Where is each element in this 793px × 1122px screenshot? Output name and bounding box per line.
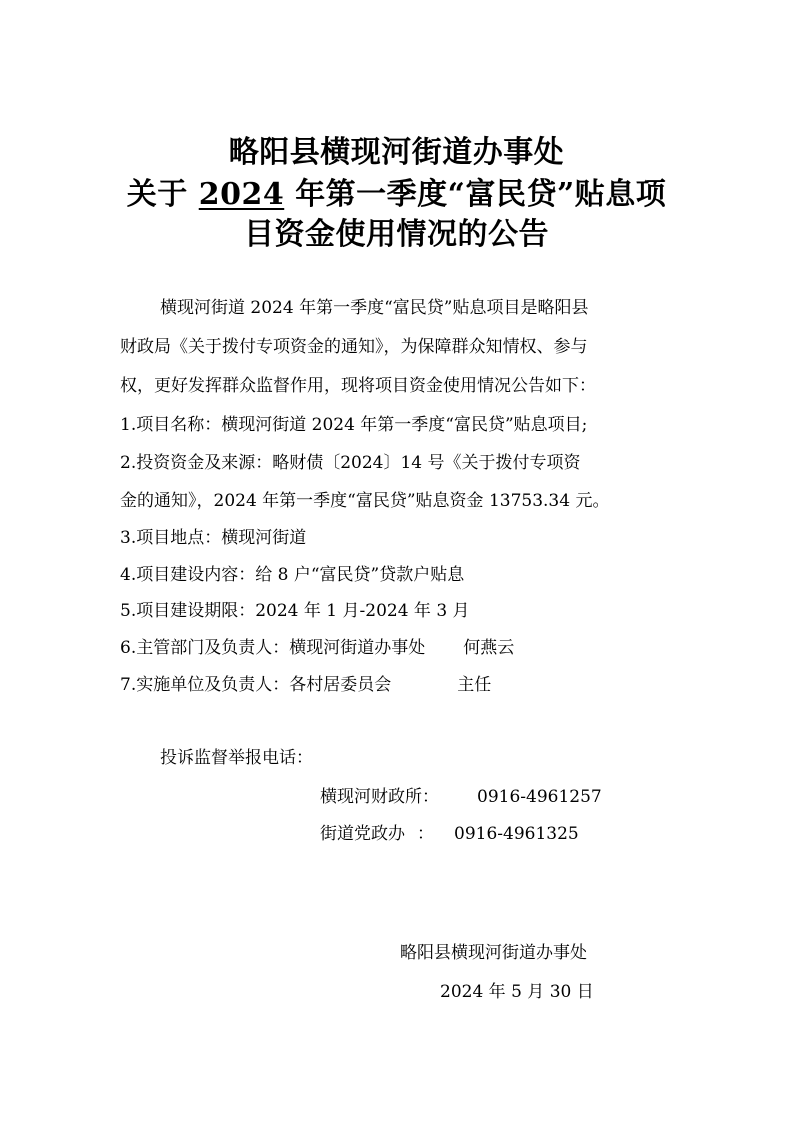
office-phone: 0916-4961325 (454, 824, 579, 844)
office-label: 街道党政办 (320, 824, 405, 844)
office-colon: ： (417, 824, 434, 844)
title-line-3: 目资金使用情况的公告 (244, 217, 549, 252)
intro-line-2: 财政局《关于拨付专项资金的通知》，为保障群众知情权、参与 (120, 337, 588, 357)
contact-office (320, 822, 579, 846)
item-7 (120, 673, 491, 697)
item-7-person: 主任 (457, 675, 492, 695)
item-6-person: 何燕云 (463, 638, 515, 658)
finance-phone: 0916-4961257 (477, 787, 602, 807)
title-year: 2024 (198, 177, 285, 212)
finance-label: 横现河财政所： (320, 787, 439, 807)
item-7-label: 7.实施单位及负责人：各村居委员会 (120, 675, 392, 695)
item-5: 5.项目建设期限：2024 年 1 月-2024 年 3 月 (120, 601, 470, 621)
contact-finance (320, 785, 602, 809)
item-4: 4.项目建设内容：给 8 户“富民贷”贷款户贴息 (120, 565, 465, 585)
item-2-line-2: 金的通知》，2024 年第一季度“富民贷”贴息资金 13753.34 元。 (120, 491, 610, 511)
title-line-1: 略阳县横现河街道办事处 (228, 135, 565, 170)
intro-line-3: 权，更好发挥群众监督作用，现将项目资金使用情况公告如下： (120, 376, 596, 396)
item-2-line-1: 2.投资资金及来源：略财债〔2024〕14 号《关于拨付专项资 (120, 453, 581, 473)
item-3: 3.项目地点：横现河街道 (120, 528, 307, 548)
title-line-2-prefix: 关于 (126, 177, 188, 212)
item-6 (120, 636, 514, 660)
title-line-2 (0, 175, 793, 215)
intro-line-1: 横现河街道 2024 年第一季度“富民贷”贴息项目是略阳县 (160, 298, 589, 318)
contact-heading: 投诉监督举报电话： (160, 748, 313, 768)
signature-date: 2024 年 5 月 30 日 (440, 982, 594, 1002)
title-line-2-suffix: 年第一季度“富民贷”贴息项 (295, 177, 667, 212)
item-1: 1.项目名称：横现河街道 2024 年第一季度“富民贷”贴息项目; (120, 415, 588, 435)
item-6-label: 6.主管部门及负责人：横现河街道办事处 (120, 638, 426, 658)
signature-org: 略阳县横现河街道办事处 (400, 943, 587, 963)
